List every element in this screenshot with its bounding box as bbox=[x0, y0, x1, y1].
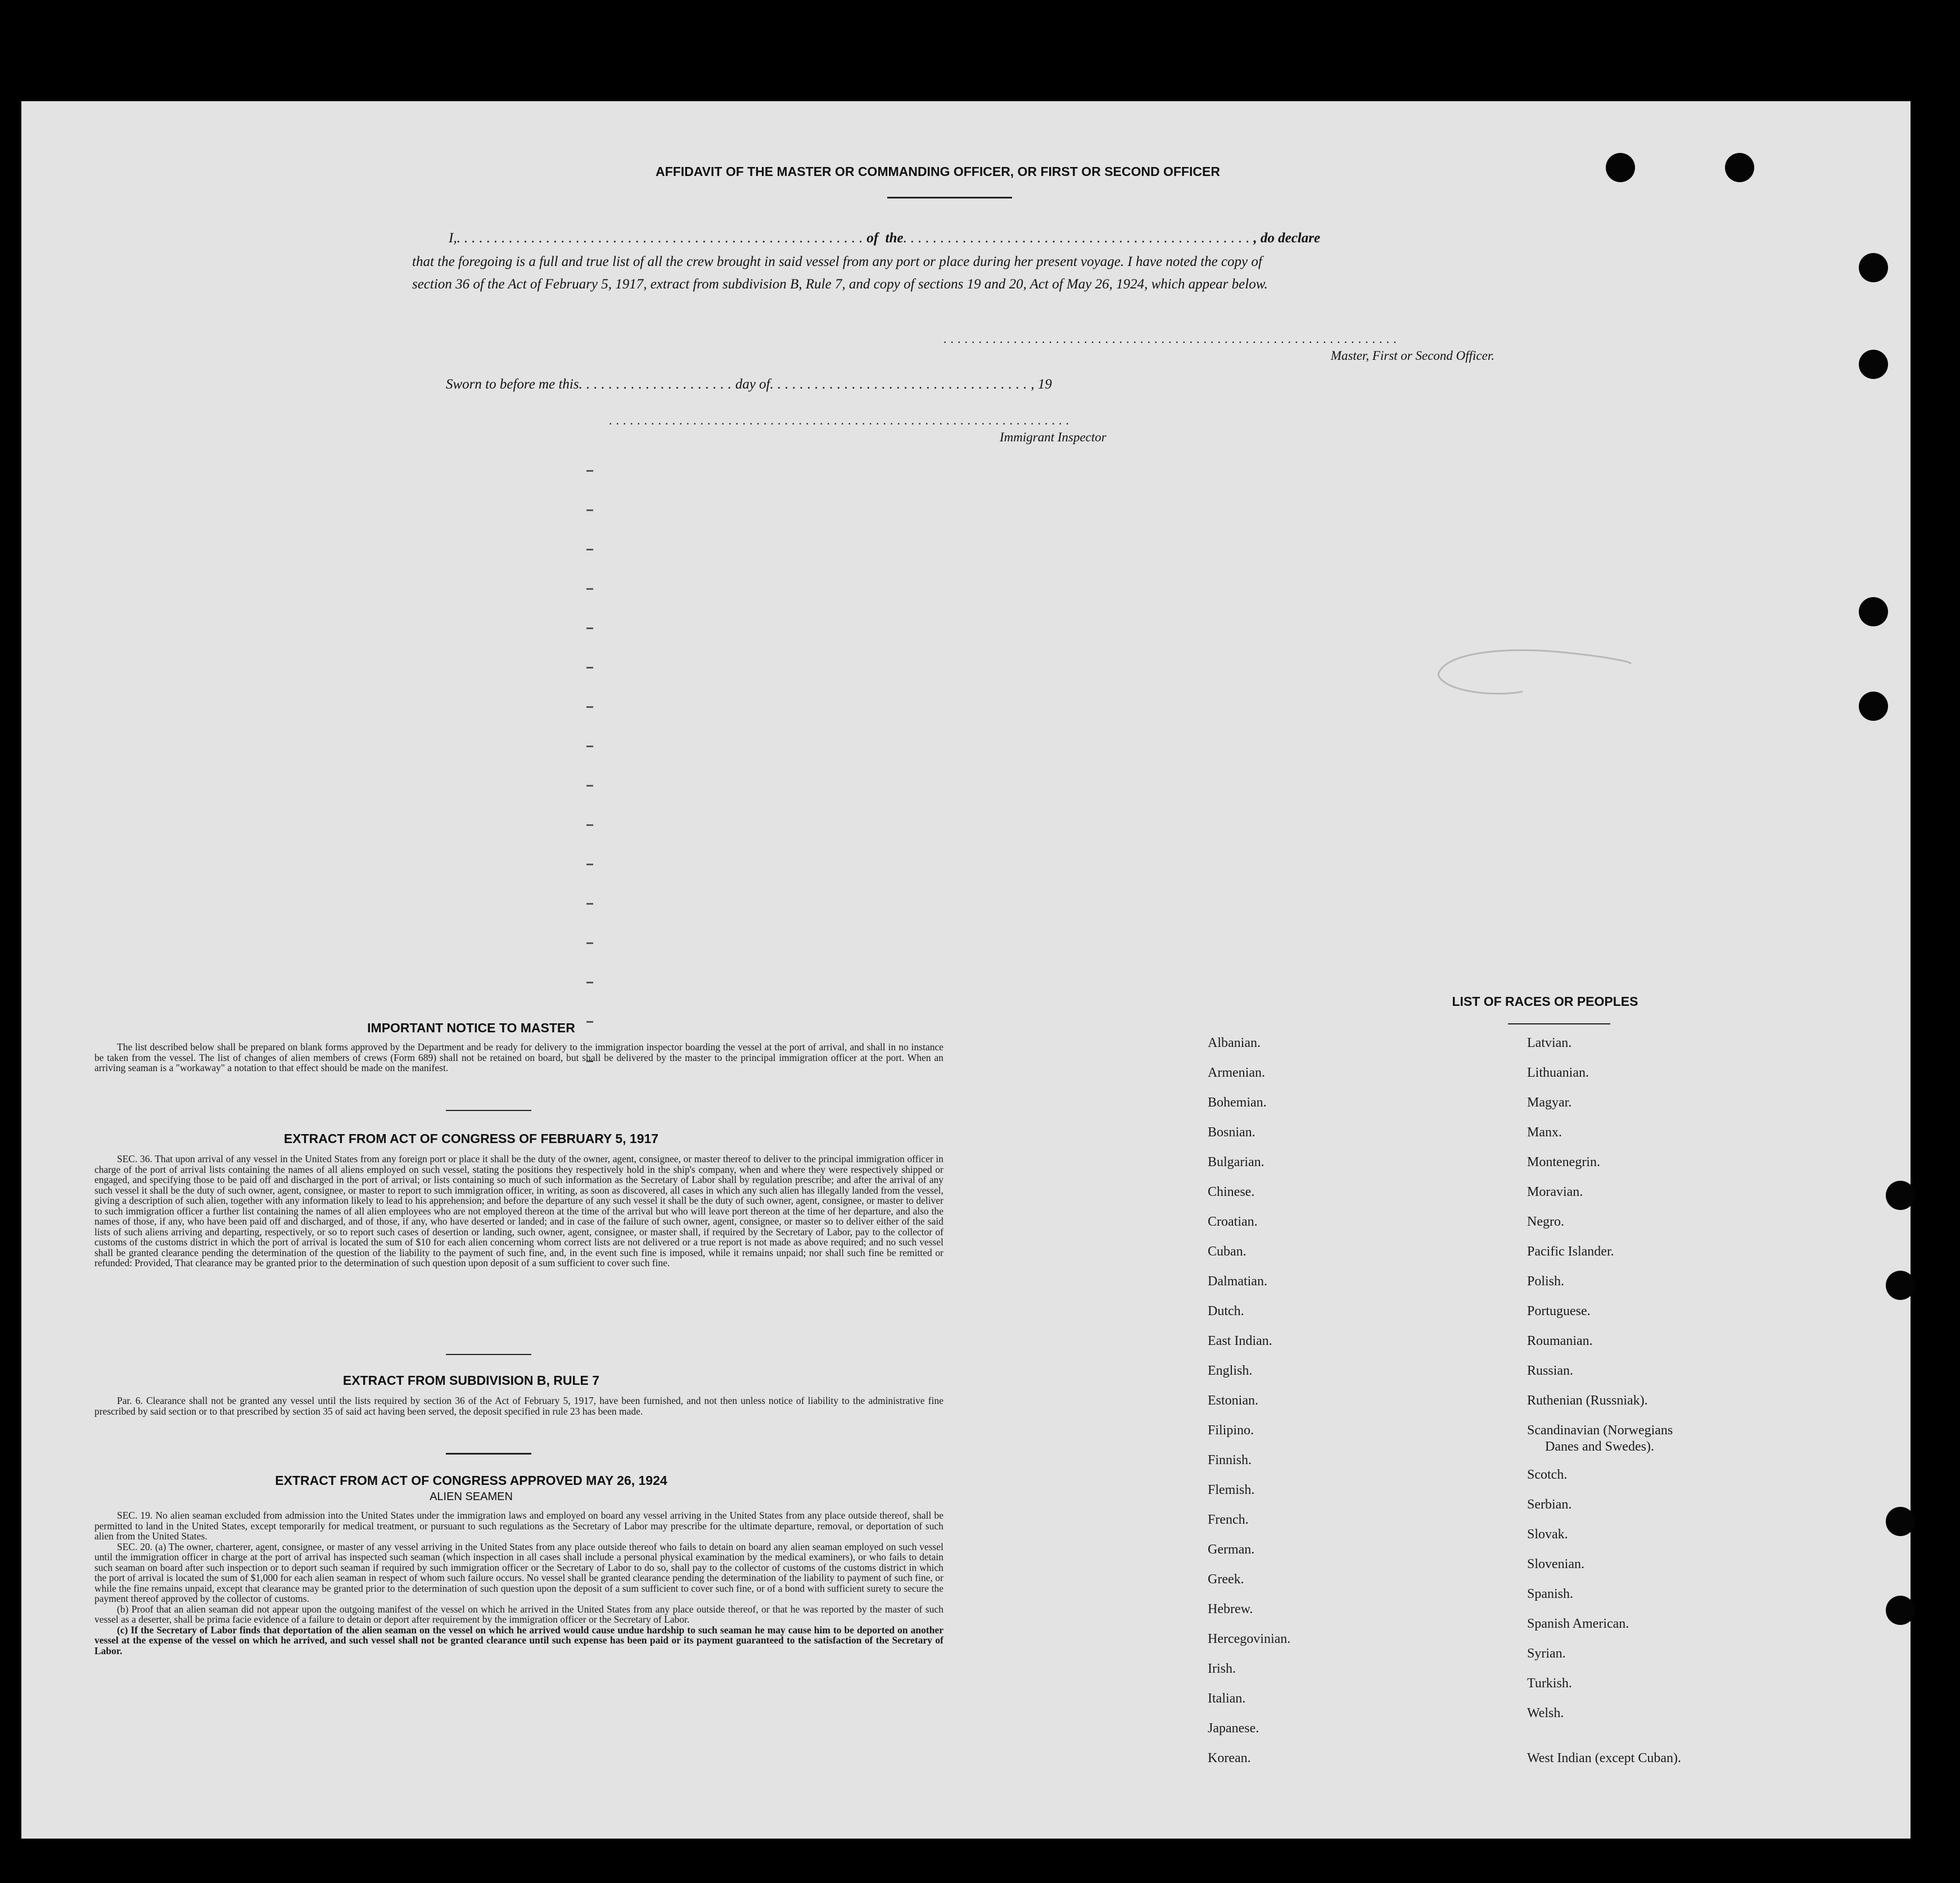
race-item: Cuban. bbox=[1208, 1244, 1247, 1259]
dash-mark bbox=[586, 549, 593, 550]
section-rule bbox=[446, 1110, 531, 1111]
sworn-month-blank[interactable]: ................................... bbox=[770, 377, 1031, 392]
punch-hole bbox=[1859, 350, 1888, 379]
race-item: Bosnian. bbox=[1208, 1125, 1256, 1140]
notice-paragraph: The list described below shall be prepared on blank forms approved by the Department and be ready for delivery to the immigration inspector boarding the vessel at the port of arrival, and shall in no instance be taken from the vessel. The list of changes of alien members of crews (Form 689) shall not be retained on board, but shall be delivered by the master to the principal immigration officer at the port. When an arriving seaman is a "workaway" a notation to that effect should be made on the manifest. bbox=[94, 1041, 943, 1073]
day-of-label: day of bbox=[735, 377, 770, 392]
race-item: Polish. bbox=[1527, 1274, 1565, 1289]
declarant-label: I, bbox=[449, 231, 457, 246]
dash-mark bbox=[586, 470, 593, 472]
of-label: of bbox=[866, 231, 879, 246]
alien-seamen-subtitle: ALIEN SEAMEN bbox=[430, 1491, 513, 1503]
race-item: Estonian. bbox=[1208, 1393, 1258, 1408]
punch-hole bbox=[1859, 597, 1888, 626]
race-item: Serbian. bbox=[1527, 1497, 1572, 1512]
race-item: Italian. bbox=[1208, 1691, 1246, 1706]
notice-body bbox=[94, 1042, 943, 1073]
race-item: Latvian. bbox=[1527, 1036, 1572, 1050]
race-item: Manx. bbox=[1527, 1125, 1562, 1140]
race-item: Scandinavian (Norwegians bbox=[1527, 1423, 1673, 1438]
dash-mark bbox=[586, 982, 593, 983]
sec-19-paragraph: SEC. 19. No alien seaman excluded from admission into the United States under the immigration laws and employed on board any vessel arriving in the United States from any place outside thereof, shall be permitted to land in the United States, except temporarily for medical treatment, or pursuant to such regulations as the Secretary of Labor may prescribe for the ultimate departure, removal, or deportation of such alien from the United States. bbox=[94, 1510, 943, 1542]
races-rule bbox=[1508, 1023, 1610, 1024]
declare-label: , do declare bbox=[1253, 231, 1321, 246]
title-rule bbox=[887, 197, 1012, 198]
the-label: the bbox=[885, 231, 904, 246]
document-page bbox=[21, 101, 1911, 1839]
dash-mark bbox=[586, 824, 593, 826]
name-blank[interactable]: ....................................................... bbox=[457, 231, 867, 246]
inspector-caption: Immigrant Inspector bbox=[1000, 430, 1107, 444]
race-item: Scotch. bbox=[1527, 1467, 1568, 1482]
dash-mark bbox=[586, 864, 593, 865]
sec-20c-paragraph: (c) If the Secretary of Labor finds that deportation of the alien seaman on the vessel on which he arrived would cause undue hardship to such seaman he may cause him to be deported on another vessel at the expense of the vessel on which he arrived, and such vessel shall not be granted clearance until such expense has been paid or its payment guaranteed to the satisfaction of the Secretary of Labor. bbox=[94, 1624, 943, 1656]
punch-hole bbox=[1859, 253, 1888, 282]
master-signature-blank[interactable]: ................................................................. bbox=[943, 332, 1401, 346]
race-item: Montenegrin. bbox=[1527, 1155, 1600, 1169]
inspector-signature-blank[interactable]: .................................................................. bbox=[609, 413, 1073, 427]
sworn-line bbox=[446, 377, 1052, 392]
affidavit-line3: section 36 of the Act of February 5, 1917, extract from subdivision B, Rule 7, and copy of sections 19 and 20, Act of May 26, 1924, which appear below. bbox=[412, 277, 1268, 292]
race-item: German. bbox=[1208, 1542, 1255, 1557]
race-item: Irish. bbox=[1208, 1661, 1236, 1676]
extract-1924-title: EXTRACT FROM ACT OF CONGRESS APPROVED MAY 26, 1924 bbox=[275, 1473, 667, 1488]
race-item: Syrian. bbox=[1527, 1646, 1566, 1661]
punch-hole bbox=[1886, 1507, 1915, 1536]
punch-hole bbox=[1859, 692, 1888, 721]
dash-mark bbox=[586, 667, 593, 669]
race-item: Bohemian. bbox=[1208, 1095, 1267, 1110]
rule7-title: EXTRACT FROM SUBDIVISION B, RULE 7 bbox=[342, 1373, 600, 1388]
race-item: Chinese. bbox=[1208, 1185, 1255, 1199]
race-item: East Indian. bbox=[1208, 1334, 1272, 1348]
master-caption: Master, First or Second Officer. bbox=[1330, 349, 1494, 363]
sworn-day-blank[interactable]: ..................... bbox=[579, 377, 735, 392]
sec-36-paragraph: SEC. 36. That upon arrival of any vessel in the United States from any foreign port or place it shall be the duty of the owner, agent, consignee, or master thereof to deliver to the principal immigration officer in charge of the port of arrival lists containing the names of all aliens employed on such vessel, stating the positions they respectively hold in the ship's company, when and where they were respectively shipped or engaged, and specifying those to be paid off and discharged in the port of arrival; or lists containing so much of such information as the Secretary of Labor shall by regulation prescribe; and after the arrival of any such vessel it shall be the duty of such owner, agent, consignee, or master to report to such immigration officer, in writing, as soon as discovered, all cases in which any such alien has illegally landed from the vessel, giving a description of such alien, together with any information likely to lead to his apprehension; and before the departure of any such vessel it shall be the duty of such owner, agent, consignee, or master to deliver to such immigration officer a further list containing the names of all alien employees who are not employed thereon at the time of the arrival but who will leave port thereon at the time of her departure, and also the names of those, if any, who have been paid off and discharged, and of those, if any, who have deserted or landed; and in case of the failure of such owner, agent, consignee, or master so to deliver either of the said lists of such aliens arriving and departing, respectively, or so to report such cases of desertion or landing, such owner, agent, consignee, or master shall, if required by the Secretary of Labor, pay to the collector of customs of the customs district in which the port of arrival is located the sum of $10 for each alien concerning whom correct lists are not delivered or a true report is not made as above required; and no such vessel shall be granted clearance pending the determination of the question of the liability to the payment of such fine, and, in the event such fine is imposed, while it remains unpaid; nor shall such fine be remitted or refunded: Provided, That clearance may be granted prior to the determination of such question upon deposit of a sum sufficient to cover such fine. bbox=[94, 1153, 943, 1268]
section-rule bbox=[446, 1354, 531, 1355]
sec-20b-paragraph: (b) Proof that an alien seaman did not appear upon the outgoing manifest of the vessel on which he arrived in the United States from any place outside thereof, or that he was reported by the master of such vessel as a deserter, shall be prima facie evidence of a failure to detain or deport after requirement by the immigration officer or the Secretary of Labor. bbox=[94, 1603, 943, 1625]
race-item: Lithuanian. bbox=[1527, 1065, 1589, 1080]
sec-20a-paragraph: SEC. 20. (a) The owner, charterer, agent, consignee, or master of any vessel arriving in the United States from any place outside thereof who fails to detain on board any alien seaman employed on such vessel until the immigration officer in charge at the port of arrival has inspected such seaman (which inspection in all cases shall include a personal physical examination by the medical examiners), or who fails to detain such seaman on board after such inspection or to deport such seaman if required by such immigration officer or the Secretary of Labor to do so, shall pay to the collector of customs of the customs district in which the port of arrival is located the sum of $1,000 for each alien seaman in respect of whom such failure occurs. No vessel shall be granted clearance pending the determination of the liability to payment of such fine, or while the fine remains unpaid, except that clearance may be granted prior to the determination of such question upon the deposit of a sum sufficient to cover such fine, or of a bond with sufficient surety to secure the payment thereof approved by the collector of customs. bbox=[94, 1541, 943, 1604]
race-item: Ruthenian (Russniak). bbox=[1527, 1393, 1648, 1408]
race-item: Albanian. bbox=[1208, 1036, 1261, 1050]
race-item: Roumanian. bbox=[1527, 1334, 1593, 1348]
race-item: Hebrew. bbox=[1208, 1602, 1253, 1616]
race-item: Pacific Islander. bbox=[1527, 1244, 1614, 1259]
race-item: Dutch. bbox=[1208, 1304, 1244, 1318]
dash-mark bbox=[586, 588, 593, 590]
race-item: Turkish. bbox=[1527, 1676, 1572, 1691]
dash-mark bbox=[586, 509, 593, 511]
punch-hole bbox=[1725, 153, 1754, 182]
race-item: Korean. bbox=[1208, 1751, 1251, 1765]
race-item: Finnish. bbox=[1208, 1453, 1252, 1467]
race-item: Negro. bbox=[1527, 1214, 1564, 1229]
rule7-body bbox=[94, 1396, 943, 1416]
race-item: Slovenian. bbox=[1527, 1557, 1584, 1572]
race-item: Russian. bbox=[1527, 1363, 1574, 1378]
race-item: Bulgarian. bbox=[1208, 1155, 1264, 1169]
faint-pencil-mark bbox=[1427, 641, 1641, 703]
dash-mark bbox=[586, 785, 593, 787]
dash-mark bbox=[586, 903, 593, 905]
affidavit-line1 bbox=[449, 231, 1494, 246]
race-item: Japanese. bbox=[1208, 1721, 1259, 1736]
punch-hole bbox=[1886, 1596, 1915, 1625]
par-6-paragraph: Par. 6. Clearance shall not be granted any vessel until the lists required by section 36 of the Act of February 5, 1917, have been furnished, and not then unless notice of liability to the administrative fine prescribed by said section or to that prescribed by section 35 of said act having been served, the deposit specified in rule 23 has been made. bbox=[94, 1395, 943, 1417]
affidavit-line2: that the foregoing is a full and true list of all the crew brought in said vessel from any port or place during her present voyage. I have noted the copy of bbox=[412, 254, 1262, 269]
punch-hole bbox=[1886, 1181, 1915, 1210]
dash-mark bbox=[586, 706, 593, 708]
race-item: Dalmatian. bbox=[1208, 1274, 1267, 1289]
race-item: Filipino. bbox=[1208, 1423, 1254, 1438]
extract-1924-body bbox=[94, 1510, 943, 1656]
vessel-blank[interactable]: ............................................... bbox=[903, 231, 1254, 246]
race-item: Hercegovinian. bbox=[1208, 1632, 1291, 1646]
race-item: Armenian. bbox=[1208, 1065, 1265, 1080]
notice-title: IMPORTANT NOTICE TO MASTER bbox=[367, 1020, 575, 1035]
race-item: Flemish. bbox=[1208, 1483, 1255, 1497]
punch-hole bbox=[1606, 153, 1635, 182]
race-item: Croatian. bbox=[1208, 1214, 1258, 1229]
extract-1917-body bbox=[94, 1154, 943, 1268]
section-rule bbox=[446, 1453, 531, 1455]
punch-hole bbox=[1886, 1271, 1915, 1300]
race-item: English. bbox=[1208, 1363, 1253, 1378]
race-item: Spanish. bbox=[1527, 1587, 1574, 1601]
dash-mark bbox=[586, 746, 593, 747]
dash-mark bbox=[586, 627, 593, 629]
race-item: Magyar. bbox=[1527, 1095, 1572, 1110]
race-item: Moravian. bbox=[1527, 1185, 1583, 1199]
races-title: LIST OF RACES OR PEOPLES bbox=[1452, 994, 1638, 1009]
extract-1917-title: EXTRACT FROM ACT OF CONGRESS OF FEBRUARY 5, 1917 bbox=[283, 1131, 659, 1146]
race-item: Danes and Swedes). bbox=[1545, 1439, 1654, 1454]
race-item: West Indian (except Cuban). bbox=[1527, 1751, 1681, 1765]
race-item: Slovak. bbox=[1527, 1527, 1568, 1542]
sworn-label: Sworn to before me this bbox=[446, 377, 579, 392]
race-item: Greek. bbox=[1208, 1572, 1244, 1587]
dash-mark bbox=[586, 942, 593, 944]
race-item: French. bbox=[1208, 1512, 1249, 1527]
race-item: Spanish American. bbox=[1527, 1616, 1629, 1631]
year-label: , 19 bbox=[1031, 377, 1052, 392]
affidavit-title: AFFIDAVIT OF THE MASTER OR COMMANDING OFFICER, OR FIRST OR SECOND OFFICER bbox=[656, 164, 1220, 179]
race-item: Portuguese. bbox=[1527, 1304, 1591, 1318]
race-item: Welsh. bbox=[1527, 1706, 1564, 1721]
